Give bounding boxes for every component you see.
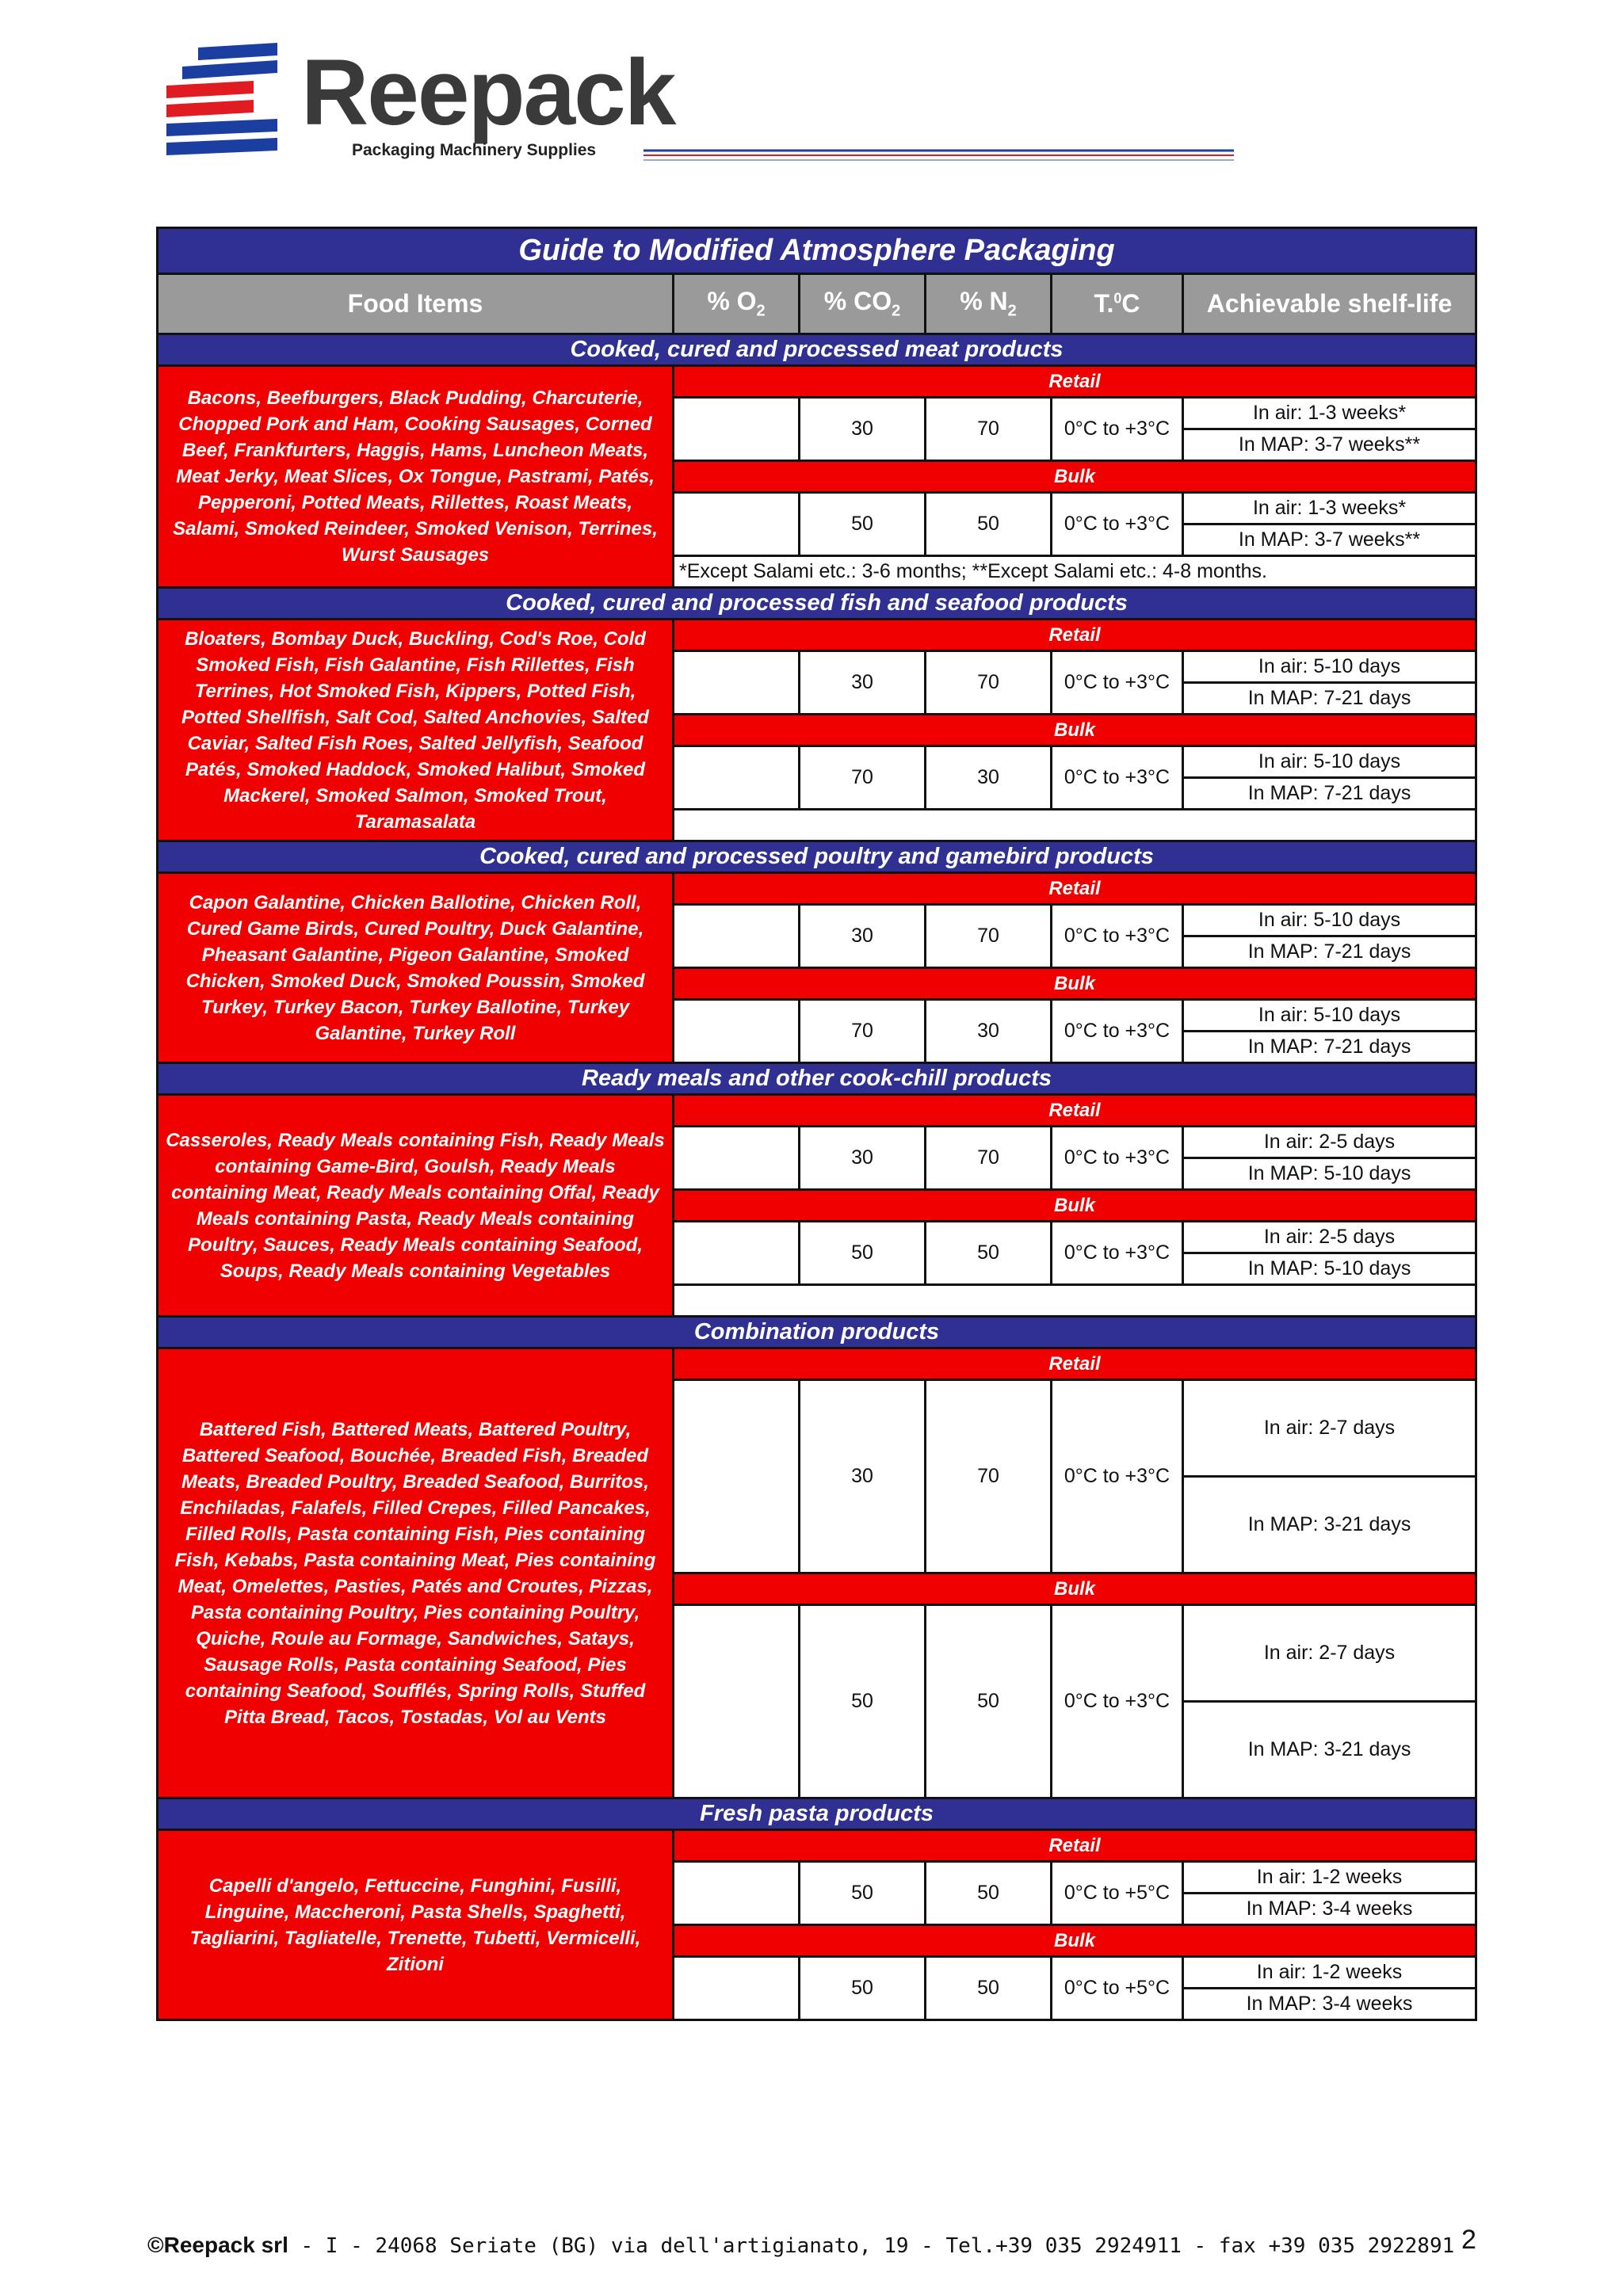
shelf-life-map: In MAP: 3-7 weeks** bbox=[1183, 524, 1476, 556]
category-fresh-pasta bbox=[158, 1798, 1476, 2020]
temperature-value: 0°C to +3°C bbox=[1052, 1127, 1183, 1190]
footer-address: - I - 24068 Seriate (BG) via dell'artigianato, 19 - Tel.+39 035 2924911 - fax +39 035 2922891 bbox=[288, 2234, 1455, 2258]
n2-value: 70 bbox=[926, 651, 1052, 715]
reepack-logo bbox=[158, 40, 675, 182]
co2-value: 30 bbox=[800, 1127, 926, 1190]
mode-retail: Retail bbox=[674, 1348, 1476, 1380]
page-number: 2 bbox=[1461, 2225, 1476, 2255]
shelf-life-map: In MAP: 3-4 weeks bbox=[1183, 1894, 1476, 1925]
shelf-life-map: In MAP: 5-10 days bbox=[1183, 1158, 1476, 1190]
category-title: Combination products bbox=[158, 1317, 1476, 1348]
shelf-life-air: In air: 2-5 days bbox=[1183, 1127, 1476, 1158]
shelf-life-air: In air: 5-10 days bbox=[1183, 1000, 1476, 1032]
category-title: Cooked, cured and processed poultry and gamebird products bbox=[158, 841, 1476, 873]
n2-value: 30 bbox=[926, 1000, 1052, 1063]
blank-cell bbox=[674, 810, 1476, 841]
col-shelf-life: Achievable shelf-life bbox=[1183, 274, 1476, 334]
food-items-list: Battered Fish, Battered Meats, Battered Poultry, Battered Seafood, Bouchée, Breaded Fish, Breaded Meats, Breaded Poultry, Breaded Seafood, Burritos, Enchiladas, Falafels, Filled Crepes, Filled Pancakes, Filled Rolls, Pasta containing Fish, Pies containing Fish, Kebabs, Pasta containing Meat, Pies containing Meat, Omelettes, Pasties, Patés and Croutes, Pizzas, Pasta containing Poultry, Pies containing Poultry, Quiche, Roule au Formage, Sandwiches, Satays, Sausage Rolls, Pasta containing Seafood, Pies containing Seafood, Soufflés, Spring Rolls, Stuffed Pitta Bread, Tacos, Tostadas, Vol au Vents bbox=[158, 1348, 674, 1798]
temperature-value: 0°C to +3°C bbox=[1052, 1222, 1183, 1285]
co2-value: 30 bbox=[800, 651, 926, 715]
food-items-list: Bloaters, Bombay Duck, Buckling, Cod's Roe, Cold Smoked Fish, Fish Galantine, Fish Rillettes, Fish Terrines, Hot Smoked Fish, Kippers, Potted Fish, Potted Shellfish, Salt Cod, Salted Anchovies, Salted Caviar, Salted Fish Roes, Salted Jellyfish, Seafood Patés, Smoked Haddock, Smoked Halibut, Smoked Mackerel, Smoked Salmon, Smoked Trout, Taramasalata bbox=[158, 620, 674, 841]
temperature-value: 0°C to +3°C bbox=[1052, 1380, 1183, 1573]
n2-value: 70 bbox=[926, 905, 1052, 968]
temperature-value: 0°C to +3°C bbox=[1052, 746, 1183, 810]
food-items-list: Casseroles, Ready Meals containing Fish, Ready Meals containing Game-Bird, Goulsh, Ready Meals containing Meat, Ready Meals containing Offal, Ready Meals containing Pasta, Ready Meals containing Poultry, Sauces, Ready Meals containing Seafood, Soups, Ready Meals containing Vegetables bbox=[158, 1095, 674, 1317]
co2-value: 50 bbox=[800, 1222, 926, 1285]
o2-value bbox=[674, 398, 800, 461]
col-co2: % $CO_2$ bbox=[800, 274, 926, 334]
shelf-life-air: In air: 2-7 days bbox=[1183, 1605, 1476, 1702]
brand-name: Reepack bbox=[301, 40, 675, 145]
temperature-value: 0°C to +3°C bbox=[1052, 1000, 1183, 1063]
mode-retail: Retail bbox=[674, 873, 1476, 905]
footnote: *Except Salami etc.: 3-6 months; **Except Salami etc.: 4-8 months. bbox=[674, 556, 1476, 588]
shelf-life-air: In air: 5-10 days bbox=[1183, 905, 1476, 936]
col-o2: % $O_2$ bbox=[674, 274, 800, 334]
n2-value: 70 bbox=[926, 398, 1052, 461]
shelf-life-air: In air: 5-10 days bbox=[1183, 651, 1476, 683]
category-title: Ready meals and other cook-chill products bbox=[158, 1063, 1476, 1095]
food-items-list: Bacons, Beefburgers, Black Pudding, Charcuterie, Chopped Pork and Ham, Cooking Sausages, Corned Beef, Frankfurters, Haggis, Hams, Luncheon Meats, Meat Jerky, Meat Slices, Ox Tongue, Pastrami, Patés, Pepperoni, Potted Meats, Rillettes, Roast Meats, Salami, Smoked Reindeer, Smoked Venison, Terrines, Wurst Sausages bbox=[158, 366, 674, 588]
header-divider bbox=[643, 147, 1234, 163]
shelf-life-air: In air: 1-2 weeks bbox=[1183, 1957, 1476, 1989]
shelf-life-air: In air: 1-3 weeks* bbox=[1183, 493, 1476, 524]
category-meat bbox=[158, 334, 1476, 588]
shelf-life-map: In MAP: 5-10 days bbox=[1183, 1253, 1476, 1285]
col-temperature: T.$^0$C bbox=[1052, 274, 1183, 334]
o2-value bbox=[674, 1605, 800, 1798]
o2-value bbox=[674, 1222, 800, 1285]
food-items-list: Capon Galantine, Chicken Ballotine, Chicken Roll, Cured Game Birds, Cured Poultry, Duck Galantine, Pheasant Galantine, Pigeon Galantine, Smoked Chicken, Smoked Duck, Smoked Poussin, Smoked Turkey, Turkey Bacon, Turkey Ballotine, Turkey Galantine, Turkey Roll bbox=[158, 873, 674, 1063]
food-items-list: Capelli d'angelo, Fettuccine, Funghini, Fusilli, Linguine, Maccheroni, Pasta Shells, Spaghetti, Tagliarini, Tagliatelle, Trenette, Tubetti, Vermicelli, Zitioni bbox=[158, 1830, 674, 2020]
shelf-life-air: In air: 2-5 days bbox=[1183, 1222, 1476, 1253]
shelf-life-map: In MAP: 7-21 days bbox=[1183, 778, 1476, 810]
o2-value bbox=[674, 1127, 800, 1190]
co2-value: 30 bbox=[800, 905, 926, 968]
shelf-life-air: In air: 1-3 weeks* bbox=[1183, 398, 1476, 429]
category-title: Cooked, cured and processed meat products bbox=[158, 334, 1476, 366]
mode-bulk: Bulk bbox=[674, 715, 1476, 746]
category-title: Cooked, cured and processed fish and seafood products bbox=[158, 588, 1476, 620]
co2-value: 50 bbox=[800, 493, 926, 556]
shelf-life-air: In air: 5-10 days bbox=[1183, 746, 1476, 778]
brand-tagline: Packaging Machinery Supplies bbox=[352, 141, 597, 159]
o2-value bbox=[674, 746, 800, 810]
n2-value: 50 bbox=[926, 1862, 1052, 1925]
category-fish bbox=[158, 588, 1476, 841]
o2-value bbox=[674, 651, 800, 715]
n2-value: 30 bbox=[926, 746, 1052, 810]
mode-bulk: Bulk bbox=[674, 1925, 1476, 1957]
page-footer bbox=[147, 2233, 1454, 2258]
table-title: Guide to Modified Atmosphere Packaging bbox=[158, 228, 1476, 274]
map-guide-table bbox=[156, 227, 1477, 2021]
temperature-value: 0°C to +3°C bbox=[1052, 398, 1183, 461]
mode-retail: Retail bbox=[674, 620, 1476, 651]
o2-value bbox=[674, 493, 800, 556]
mode-retail: Retail bbox=[674, 366, 1476, 398]
n2-value: 50 bbox=[926, 1605, 1052, 1798]
co2-value: 50 bbox=[800, 1605, 926, 1798]
category-combination bbox=[158, 1317, 1476, 1798]
mode-retail: Retail bbox=[674, 1830, 1476, 1862]
category-ready-meals bbox=[158, 1063, 1476, 1317]
temperature-value: 0°C to +3°C bbox=[1052, 1605, 1183, 1798]
co2-value: 70 bbox=[800, 1000, 926, 1063]
o2-value bbox=[674, 1000, 800, 1063]
shelf-life-map: In MAP: 7-21 days bbox=[1183, 936, 1476, 968]
mode-bulk: Bulk bbox=[674, 461, 1476, 493]
blank-cell bbox=[674, 1285, 1476, 1317]
o2-value bbox=[674, 905, 800, 968]
shelf-life-map: In MAP: 3-4 weeks bbox=[1183, 1989, 1476, 2020]
co2-value: 50 bbox=[800, 1862, 926, 1925]
co2-value: 30 bbox=[800, 398, 926, 461]
col-n2: % $N_2$ bbox=[926, 274, 1052, 334]
category-title: Fresh pasta products bbox=[158, 1798, 1476, 1830]
o2-value bbox=[674, 1862, 800, 1925]
col-food-items: Food Items bbox=[158, 274, 674, 334]
shelf-life-map: In MAP: 3-21 days bbox=[1183, 1702, 1476, 1798]
shelf-life-air: In air: 1-2 weeks bbox=[1183, 1862, 1476, 1894]
shelf-life-air: In air: 2-7 days bbox=[1183, 1380, 1476, 1477]
temperature-value: 0°C to +3°C bbox=[1052, 651, 1183, 715]
mode-retail: Retail bbox=[674, 1095, 1476, 1127]
shelf-life-map: In MAP: 7-21 days bbox=[1183, 1032, 1476, 1063]
o2-value bbox=[674, 1957, 800, 2020]
n2-value: 70 bbox=[926, 1127, 1052, 1190]
shelf-life-map: In MAP: 7-21 days bbox=[1183, 683, 1476, 715]
n2-value: 70 bbox=[926, 1380, 1052, 1573]
mode-bulk: Bulk bbox=[674, 1573, 1476, 1605]
o2-value bbox=[674, 1380, 800, 1573]
temperature-value: 0°C to +3°C bbox=[1052, 905, 1183, 968]
shelf-life-map: In MAP: 3-7 weeks** bbox=[1183, 429, 1476, 461]
temperature-value: 0°C to +5°C bbox=[1052, 1862, 1183, 1925]
co2-value: 70 bbox=[800, 746, 926, 810]
n2-value: 50 bbox=[926, 1222, 1052, 1285]
n2-value: 50 bbox=[926, 493, 1052, 556]
logo-stripes-icon bbox=[158, 40, 285, 182]
mode-bulk: Bulk bbox=[674, 1190, 1476, 1222]
temperature-value: 0°C to +5°C bbox=[1052, 1957, 1183, 2020]
footer-company: ©Reepack srl bbox=[147, 2233, 288, 2257]
co2-value: 30 bbox=[800, 1380, 926, 1573]
temperature-value: 0°C to +3°C bbox=[1052, 493, 1183, 556]
shelf-life-map: In MAP: 3-21 days bbox=[1183, 1477, 1476, 1573]
mode-bulk: Bulk bbox=[674, 968, 1476, 1000]
n2-value: 50 bbox=[926, 1957, 1052, 2020]
category-poultry bbox=[158, 841, 1476, 1063]
co2-value: 50 bbox=[800, 1957, 926, 2020]
